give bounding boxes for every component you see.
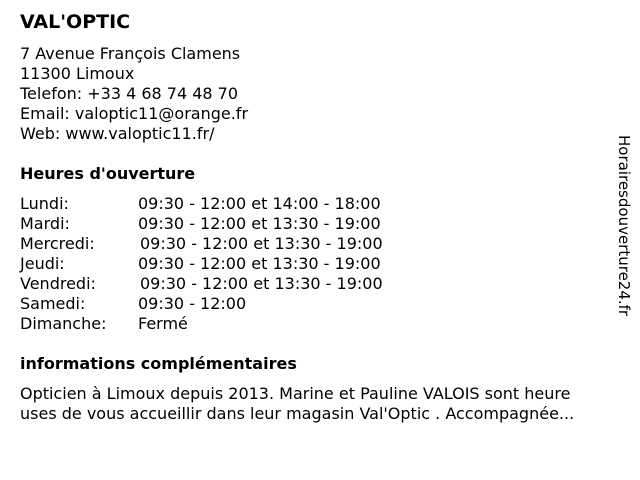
time-value: 09:30 - 12:00 — [138, 294, 247, 313]
day-label: Dimanche: — [20, 314, 107, 333]
time-value: 09:30 - 12:00 et 13:30 - 19:00 — [138, 254, 381, 273]
info-description — [20, 384, 625, 424]
address-city: 11300 Limoux — [20, 64, 135, 83]
info-line: Opticien à Limoux depuis 2013. Marine et Pauline VALOIS sont heure — [20, 384, 571, 403]
time-value: 09:30 - 12:00 et 14:00 - 18:00 — [138, 194, 381, 213]
day-label: Lundi: — [20, 194, 69, 213]
business-contact — [20, 44, 248, 144]
day-label: Mardi: — [20, 214, 70, 233]
email-address: Email: valoptic11@orange.fr — [20, 104, 249, 123]
business-name: VAL'OPTIC — [20, 11, 131, 33]
info-heading: informations complémentaires — [20, 354, 297, 373]
phone-number: Telefon: +33 4 68 74 48 70 — [20, 84, 239, 103]
time-value: 09:30 - 12:00 et 13:30 - 19:00 — [140, 234, 383, 253]
watermark-site: Horairesdouverture24.fr — [615, 135, 633, 317]
day-label: Vendredi: — [20, 274, 96, 293]
time-value: 09:30 - 12:00 et 13:30 - 19:00 — [140, 274, 383, 293]
address-street: 7 Avenue François Clamens — [20, 44, 241, 63]
hours-heading: Heures d'ouverture — [20, 164, 196, 183]
day-label: Samedi: — [20, 294, 86, 313]
time-value: 09:30 - 12:00 et 13:30 - 19:00 — [138, 214, 381, 233]
day-label: Jeudi: — [20, 254, 65, 273]
day-label: Mercredi: — [20, 234, 95, 253]
website: Web: www.valoptic11.fr/ — [20, 124, 215, 143]
time-value: Fermé — [138, 314, 188, 333]
info-line: uses de vous accueillir dans leur magasin Val'Optic . Accompagnée... — [20, 404, 575, 423]
